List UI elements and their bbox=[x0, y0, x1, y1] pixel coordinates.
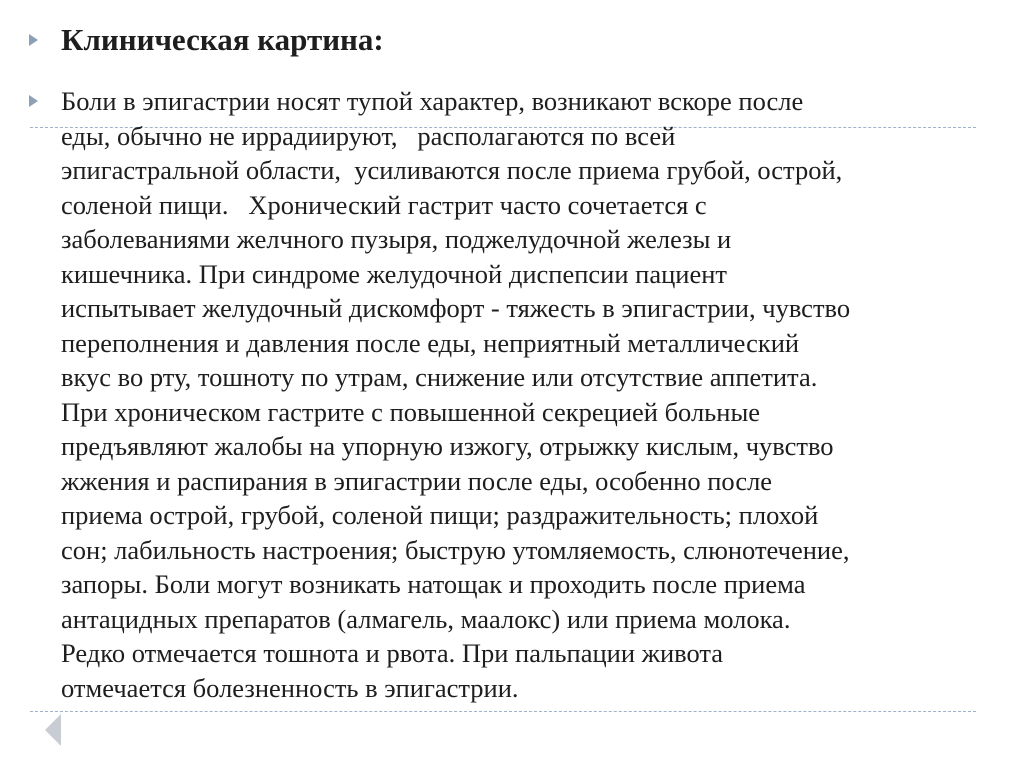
previous-slide-arrow-icon[interactable] bbox=[45, 714, 61, 746]
bottom-divider-line bbox=[30, 711, 976, 712]
paragraph-line: жжения и распирания в эпигастрии после еды, особенно после bbox=[61, 465, 773, 496]
heading-bullet-icon bbox=[29, 34, 38, 46]
paragraph-line: соленой пищи. Хронический гастрит часто сочетается с bbox=[61, 189, 707, 220]
paragraph-line: еды, обычно не иррадиируют, располагаются по всей bbox=[61, 120, 676, 151]
paragraph-line: сон; лабильность настроения; быструю утомляемость, слюнотечение, bbox=[61, 534, 850, 565]
paragraph-line: эпигастральной области, усиливаются после приема грубой, острой, bbox=[61, 155, 843, 185]
paragraph-line: отмечается болезненность в эпигастрии. bbox=[61, 672, 519, 703]
paragraph-line: предъявляют жалобы на упорную изжогу, отрыжку кислым, чувство bbox=[61, 431, 834, 461]
paragraph-line: заболеваниями желчного пузыря, поджелудочной железы и bbox=[61, 224, 732, 254]
paragraph-line: Редко отмечается тошнота и рвота. При пальпации живота bbox=[61, 638, 724, 668]
paragraph-bullet-icon bbox=[29, 95, 38, 107]
paragraph-line: антацидных препаратов (алмагель, маалокс) или приема молока. bbox=[61, 603, 791, 634]
body-paragraph bbox=[61, 84, 1006, 705]
paragraph-line: переполнения и давления после еды, неприятный металлический bbox=[61, 327, 800, 358]
paragraph-line: Боли в эпигастрии носят тупой характер, возникают вскоре после bbox=[61, 86, 804, 116]
paragraph-line: кишечника. При синдроме желудочной диспепсии пациент bbox=[61, 258, 727, 289]
paragraph-line: испытывает желудочный дискомфорт - тяжесть в эпигастрии, чувство bbox=[61, 293, 851, 323]
paragraph-line: запоры. Боли могут возникать натощак и проходить после приема bbox=[61, 569, 806, 599]
slide-heading: Клиническая картина: bbox=[61, 22, 384, 57]
paragraph-line: При хроническом гастрите с повышенной секрецией больные bbox=[61, 396, 761, 427]
paragraph-line: приема острой, грубой, соленой пищи; раздражительность; плохой bbox=[61, 500, 819, 530]
paragraph-line: вкус во рту, тошноту по утрам, снижение или отсутствие аппетита. bbox=[61, 362, 818, 392]
